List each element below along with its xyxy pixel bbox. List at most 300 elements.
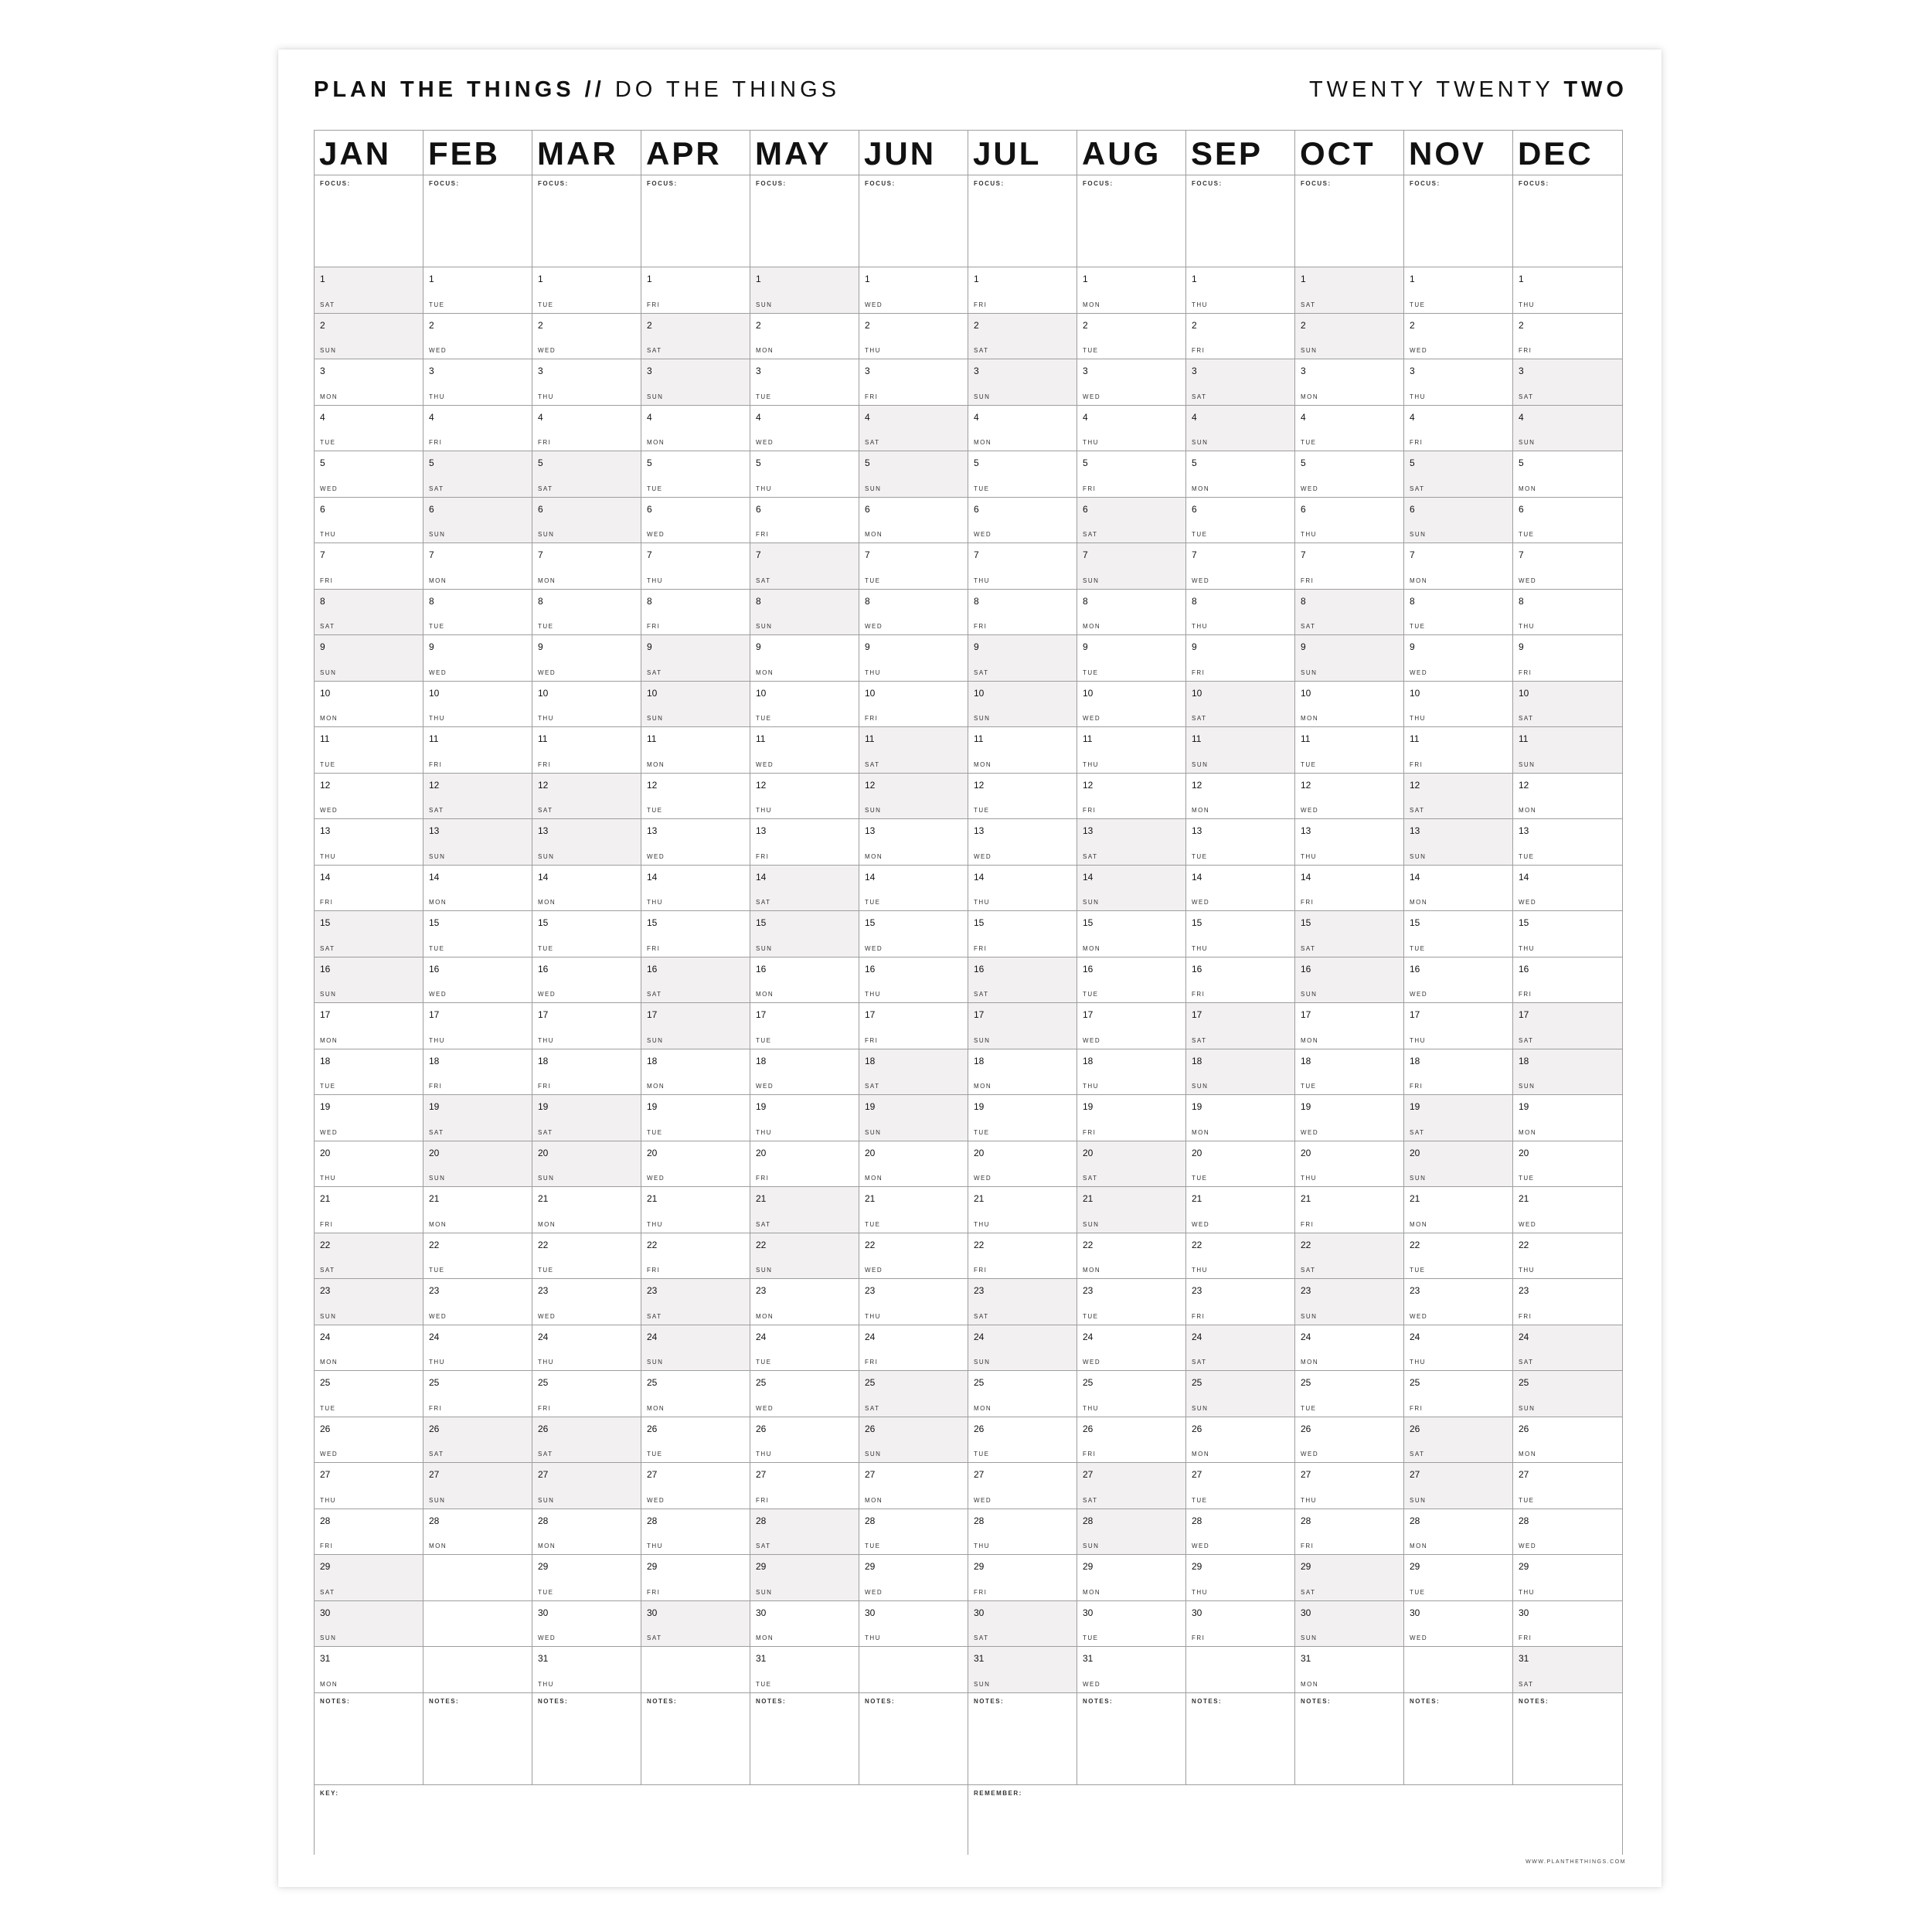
day-cell[interactable] xyxy=(859,359,968,406)
day-cell[interactable] xyxy=(968,1095,1077,1141)
day-cell[interactable] xyxy=(859,819,968,866)
day-cell[interactable] xyxy=(1186,1003,1294,1049)
day-cell[interactable] xyxy=(423,314,532,360)
day-cell[interactable] xyxy=(641,1601,750,1648)
day-cell[interactable] xyxy=(315,682,423,728)
day-cell[interactable] xyxy=(1404,957,1512,1004)
day-cell[interactable] xyxy=(641,359,750,406)
day-cell[interactable] xyxy=(750,451,859,498)
day-cell[interactable] xyxy=(315,1095,423,1141)
notes-box[interactable] xyxy=(1077,1693,1185,1784)
day-cell[interactable] xyxy=(315,1601,423,1648)
day-cell[interactable] xyxy=(641,1049,750,1096)
day-cell[interactable] xyxy=(423,1371,532,1417)
day-cell[interactable] xyxy=(315,314,423,360)
day-cell[interactable] xyxy=(1513,911,1622,957)
day-cell[interactable] xyxy=(1295,590,1403,636)
day-cell[interactable] xyxy=(532,498,641,544)
focus-box[interactable] xyxy=(1295,175,1403,267)
day-cell[interactable] xyxy=(750,957,859,1004)
day-cell[interactable] xyxy=(968,957,1077,1004)
day-cell[interactable] xyxy=(641,498,750,544)
day-cell[interactable] xyxy=(1186,1187,1294,1233)
day-cell[interactable] xyxy=(532,1463,641,1509)
day-cell[interactable] xyxy=(1295,267,1403,314)
day-cell[interactable] xyxy=(859,1003,968,1049)
day-cell[interactable] xyxy=(423,819,532,866)
day-cell[interactable] xyxy=(641,1555,750,1601)
day-cell[interactable] xyxy=(1186,267,1294,314)
day-cell[interactable] xyxy=(532,1417,641,1464)
day-cell[interactable] xyxy=(859,543,968,590)
day-cell[interactable] xyxy=(532,1187,641,1233)
day-cell[interactable] xyxy=(1295,314,1403,360)
day-cell[interactable] xyxy=(968,911,1077,957)
day-cell[interactable] xyxy=(750,774,859,820)
day-cell[interactable] xyxy=(750,1187,859,1233)
day-cell[interactable] xyxy=(1077,1095,1185,1141)
day-cell[interactable] xyxy=(1077,590,1185,636)
day-cell[interactable] xyxy=(859,1325,968,1372)
day-cell[interactable] xyxy=(968,1417,1077,1464)
day-cell[interactable] xyxy=(1513,451,1622,498)
day-cell[interactable] xyxy=(859,1601,968,1648)
focus-box[interactable] xyxy=(750,175,859,267)
day-cell[interactable] xyxy=(968,1279,1077,1325)
day-cell[interactable] xyxy=(315,451,423,498)
day-cell[interactable] xyxy=(1077,1601,1185,1648)
day-cell[interactable] xyxy=(859,727,968,774)
day-cell[interactable] xyxy=(423,1509,532,1556)
day-cell[interactable] xyxy=(315,774,423,820)
day-cell[interactable] xyxy=(1513,635,1622,682)
day-cell[interactable] xyxy=(1077,1555,1185,1601)
day-cell[interactable] xyxy=(1404,1095,1512,1141)
day-cell[interactable] xyxy=(532,727,641,774)
day-cell[interactable] xyxy=(641,957,750,1004)
day-cell[interactable] xyxy=(315,819,423,866)
day-cell[interactable] xyxy=(423,774,532,820)
day-cell[interactable] xyxy=(1186,1049,1294,1096)
day-cell[interactable] xyxy=(968,543,1077,590)
day-cell[interactable] xyxy=(1404,727,1512,774)
day-cell[interactable] xyxy=(641,1509,750,1556)
day-cell[interactable] xyxy=(1513,543,1622,590)
day-cell[interactable] xyxy=(1077,1325,1185,1372)
day-cell[interactable] xyxy=(1295,635,1403,682)
day-cell[interactable] xyxy=(968,774,1077,820)
notes-box[interactable] xyxy=(1404,1693,1512,1784)
day-cell[interactable] xyxy=(1295,1279,1403,1325)
day-cell[interactable] xyxy=(423,590,532,636)
day-cell[interactable] xyxy=(423,1417,532,1464)
day-cell[interactable] xyxy=(968,406,1077,452)
day-cell[interactable] xyxy=(1295,1601,1403,1648)
day-cell[interactable] xyxy=(1186,359,1294,406)
day-cell[interactable] xyxy=(1404,1509,1512,1556)
day-cell[interactable] xyxy=(315,1049,423,1096)
day-cell[interactable] xyxy=(1186,1509,1294,1556)
focus-box[interactable] xyxy=(1186,175,1294,267)
day-cell[interactable] xyxy=(859,635,968,682)
day-cell[interactable] xyxy=(1077,1003,1185,1049)
day-cell[interactable] xyxy=(532,267,641,314)
day-cell[interactable] xyxy=(423,911,532,957)
day-cell[interactable] xyxy=(1295,727,1403,774)
day-cell[interactable] xyxy=(1077,1647,1185,1693)
day-cell[interactable] xyxy=(1513,1555,1622,1601)
day-cell[interactable] xyxy=(968,1647,1077,1693)
notes-box[interactable] xyxy=(423,1693,532,1784)
day-cell[interactable] xyxy=(968,314,1077,360)
focus-box[interactable] xyxy=(1404,175,1512,267)
day-cell[interactable] xyxy=(423,359,532,406)
day-cell[interactable] xyxy=(532,1371,641,1417)
day-cell[interactable] xyxy=(1404,774,1512,820)
day-cell[interactable] xyxy=(750,819,859,866)
day-cell[interactable] xyxy=(1513,819,1622,866)
day-cell[interactable] xyxy=(750,359,859,406)
day-cell[interactable] xyxy=(1077,267,1185,314)
day-cell[interactable] xyxy=(1404,1279,1512,1325)
day-cell[interactable] xyxy=(968,1233,1077,1280)
day-cell[interactable] xyxy=(423,957,532,1004)
day-cell[interactable] xyxy=(315,1509,423,1556)
day-cell[interactable] xyxy=(750,1371,859,1417)
day-cell[interactable] xyxy=(750,1463,859,1509)
day-cell[interactable] xyxy=(423,635,532,682)
day-cell[interactable] xyxy=(1077,682,1185,728)
day-cell[interactable] xyxy=(750,1049,859,1096)
day-cell[interactable] xyxy=(859,1417,968,1464)
day-cell[interactable] xyxy=(1404,1371,1512,1417)
day-cell[interactable] xyxy=(750,1555,859,1601)
day-cell[interactable] xyxy=(1513,727,1622,774)
day-cell[interactable] xyxy=(968,1463,1077,1509)
day-cell[interactable] xyxy=(641,774,750,820)
day-cell[interactable] xyxy=(641,1233,750,1280)
day-cell[interactable] xyxy=(750,267,859,314)
day-cell[interactable] xyxy=(1404,682,1512,728)
day-cell[interactable] xyxy=(532,1141,641,1188)
day-cell[interactable] xyxy=(423,1049,532,1096)
day-cell[interactable] xyxy=(750,314,859,360)
day-cell[interactable] xyxy=(1404,451,1512,498)
day-cell[interactable] xyxy=(315,1555,423,1601)
day-cell[interactable] xyxy=(1295,1647,1403,1693)
day-cell[interactable] xyxy=(641,682,750,728)
day-cell[interactable] xyxy=(1295,1187,1403,1233)
day-cell[interactable] xyxy=(750,1509,859,1556)
day-cell[interactable] xyxy=(641,1003,750,1049)
day-cell[interactable] xyxy=(1077,359,1185,406)
day-cell[interactable] xyxy=(1186,911,1294,957)
day-cell[interactable] xyxy=(1295,1463,1403,1509)
day-cell[interactable] xyxy=(1295,543,1403,590)
day-cell[interactable] xyxy=(315,635,423,682)
day-cell[interactable] xyxy=(1513,1049,1622,1096)
day-cell[interactable] xyxy=(315,1003,423,1049)
day-cell[interactable] xyxy=(315,1325,423,1372)
day-cell[interactable] xyxy=(532,957,641,1004)
day-cell[interactable] xyxy=(1404,359,1512,406)
day-cell[interactable] xyxy=(641,1325,750,1372)
day-cell[interactable] xyxy=(750,1095,859,1141)
day-cell[interactable] xyxy=(1404,1049,1512,1096)
day-cell[interactable] xyxy=(532,682,641,728)
day-cell[interactable] xyxy=(423,1233,532,1280)
day-cell[interactable] xyxy=(1295,451,1403,498)
day-cell[interactable] xyxy=(315,1233,423,1280)
day-cell[interactable] xyxy=(1513,957,1622,1004)
day-cell[interactable] xyxy=(315,911,423,957)
day-cell[interactable] xyxy=(1077,635,1185,682)
day-cell[interactable] xyxy=(423,1325,532,1372)
day-cell[interactable] xyxy=(532,635,641,682)
day-cell[interactable] xyxy=(1295,1417,1403,1464)
day-cell[interactable] xyxy=(1513,1003,1622,1049)
focus-box[interactable] xyxy=(641,175,750,267)
day-cell[interactable] xyxy=(1513,359,1622,406)
day-cell[interactable] xyxy=(1186,1463,1294,1509)
day-cell[interactable] xyxy=(1295,1233,1403,1280)
day-cell[interactable] xyxy=(423,498,532,544)
day-cell[interactable] xyxy=(315,498,423,544)
day-cell[interactable] xyxy=(315,1417,423,1464)
day-cell[interactable] xyxy=(1186,1095,1294,1141)
focus-box[interactable] xyxy=(968,175,1077,267)
day-cell[interactable] xyxy=(859,314,968,360)
day-cell[interactable] xyxy=(423,866,532,912)
day-cell[interactable] xyxy=(315,406,423,452)
day-cell[interactable] xyxy=(1513,1325,1622,1372)
day-cell[interactable] xyxy=(968,866,1077,912)
day-cell[interactable] xyxy=(968,590,1077,636)
day-cell[interactable] xyxy=(641,406,750,452)
day-cell[interactable] xyxy=(1295,774,1403,820)
day-cell[interactable] xyxy=(859,1647,968,1693)
day-cell[interactable] xyxy=(1077,498,1185,544)
day-cell[interactable] xyxy=(968,727,1077,774)
day-cell[interactable] xyxy=(1513,314,1622,360)
day-cell[interactable] xyxy=(1404,1463,1512,1509)
day-cell[interactable] xyxy=(1295,1141,1403,1188)
day-cell[interactable] xyxy=(859,267,968,314)
day-cell[interactable] xyxy=(750,1003,859,1049)
day-cell[interactable] xyxy=(532,451,641,498)
day-cell[interactable] xyxy=(1186,1279,1294,1325)
day-cell[interactable] xyxy=(1404,635,1512,682)
day-cell[interactable] xyxy=(1513,590,1622,636)
focus-box[interactable] xyxy=(423,175,532,267)
day-cell[interactable] xyxy=(859,1049,968,1096)
day-cell[interactable] xyxy=(1295,866,1403,912)
day-cell[interactable] xyxy=(1513,1371,1622,1417)
day-cell[interactable] xyxy=(859,1463,968,1509)
day-cell[interactable] xyxy=(859,1509,968,1556)
notes-box[interactable] xyxy=(750,1693,859,1784)
day-cell[interactable] xyxy=(1404,1187,1512,1233)
day-cell[interactable] xyxy=(532,314,641,360)
day-cell[interactable] xyxy=(1077,1187,1185,1233)
focus-box[interactable] xyxy=(532,175,641,267)
day-cell[interactable] xyxy=(315,1463,423,1509)
day-cell[interactable] xyxy=(1077,957,1185,1004)
day-cell[interactable] xyxy=(1186,406,1294,452)
day-cell[interactable] xyxy=(1186,451,1294,498)
day-cell[interactable] xyxy=(1404,1555,1512,1601)
day-cell[interactable] xyxy=(641,267,750,314)
day-cell[interactable] xyxy=(1295,1095,1403,1141)
day-cell[interactable] xyxy=(423,1555,532,1601)
day-cell[interactable] xyxy=(641,1371,750,1417)
day-cell[interactable] xyxy=(1077,727,1185,774)
day-cell[interactable] xyxy=(1513,774,1622,820)
day-cell[interactable] xyxy=(1186,1371,1294,1417)
day-cell[interactable] xyxy=(1404,590,1512,636)
day-cell[interactable] xyxy=(1295,1555,1403,1601)
notes-box[interactable] xyxy=(641,1693,750,1784)
day-cell[interactable] xyxy=(532,1325,641,1372)
day-cell[interactable] xyxy=(423,1647,532,1693)
day-cell[interactable] xyxy=(1186,543,1294,590)
day-cell[interactable] xyxy=(1186,1325,1294,1372)
day-cell[interactable] xyxy=(1404,1325,1512,1372)
day-cell[interactable] xyxy=(1186,1233,1294,1280)
day-cell[interactable] xyxy=(641,727,750,774)
day-cell[interactable] xyxy=(315,543,423,590)
day-cell[interactable] xyxy=(859,911,968,957)
day-cell[interactable] xyxy=(1186,590,1294,636)
day-cell[interactable] xyxy=(532,1003,641,1049)
day-cell[interactable] xyxy=(1077,1233,1185,1280)
day-cell[interactable] xyxy=(750,590,859,636)
day-cell[interactable] xyxy=(1513,1141,1622,1188)
day-cell[interactable] xyxy=(968,682,1077,728)
day-cell[interactable] xyxy=(1295,1371,1403,1417)
day-cell[interactable] xyxy=(1186,1555,1294,1601)
day-cell[interactable] xyxy=(1295,682,1403,728)
day-cell[interactable] xyxy=(641,911,750,957)
day-cell[interactable] xyxy=(750,543,859,590)
day-cell[interactable] xyxy=(315,866,423,912)
day-cell[interactable] xyxy=(1077,911,1185,957)
focus-box[interactable] xyxy=(1513,175,1622,267)
day-cell[interactable] xyxy=(315,1371,423,1417)
day-cell[interactable] xyxy=(1513,866,1622,912)
day-cell[interactable] xyxy=(859,1233,968,1280)
day-cell[interactable] xyxy=(750,682,859,728)
day-cell[interactable] xyxy=(532,543,641,590)
day-cell[interactable] xyxy=(859,866,968,912)
day-cell[interactable] xyxy=(532,819,641,866)
notes-box[interactable] xyxy=(968,1693,1077,1784)
day-cell[interactable] xyxy=(315,957,423,1004)
day-cell[interactable] xyxy=(1077,314,1185,360)
day-cell[interactable] xyxy=(1513,1647,1622,1693)
day-cell[interactable] xyxy=(968,1509,1077,1556)
day-cell[interactable] xyxy=(1077,1141,1185,1188)
day-cell[interactable] xyxy=(315,1187,423,1233)
day-cell[interactable] xyxy=(859,451,968,498)
day-cell[interactable] xyxy=(968,1003,1077,1049)
day-cell[interactable] xyxy=(1077,1049,1185,1096)
day-cell[interactable] xyxy=(1404,1601,1512,1648)
day-cell[interactable] xyxy=(1077,543,1185,590)
day-cell[interactable] xyxy=(1077,406,1185,452)
key-box[interactable] xyxy=(315,1785,968,1855)
day-cell[interactable] xyxy=(1077,1371,1185,1417)
day-cell[interactable] xyxy=(1404,1233,1512,1280)
day-cell[interactable] xyxy=(968,1141,1077,1188)
day-cell[interactable] xyxy=(1513,267,1622,314)
day-cell[interactable] xyxy=(532,1509,641,1556)
day-cell[interactable] xyxy=(1077,1417,1185,1464)
day-cell[interactable] xyxy=(423,1601,532,1648)
day-cell[interactable] xyxy=(532,911,641,957)
day-cell[interactable] xyxy=(641,1095,750,1141)
notes-box[interactable] xyxy=(315,1693,423,1784)
day-cell[interactable] xyxy=(1077,819,1185,866)
day-cell[interactable] xyxy=(1404,1003,1512,1049)
day-cell[interactable] xyxy=(532,1279,641,1325)
day-cell[interactable] xyxy=(641,866,750,912)
day-cell[interactable] xyxy=(641,1279,750,1325)
day-cell[interactable] xyxy=(1077,1509,1185,1556)
notes-box[interactable] xyxy=(532,1693,641,1784)
day-cell[interactable] xyxy=(750,498,859,544)
day-cell[interactable] xyxy=(1186,682,1294,728)
day-cell[interactable] xyxy=(315,727,423,774)
day-cell[interactable] xyxy=(532,1095,641,1141)
day-cell[interactable] xyxy=(532,866,641,912)
day-cell[interactable] xyxy=(423,1003,532,1049)
day-cell[interactable] xyxy=(532,1647,641,1693)
day-cell[interactable] xyxy=(859,406,968,452)
day-cell[interactable] xyxy=(315,359,423,406)
day-cell[interactable] xyxy=(1513,406,1622,452)
day-cell[interactable] xyxy=(859,1371,968,1417)
day-cell[interactable] xyxy=(423,1279,532,1325)
day-cell[interactable] xyxy=(1404,1141,1512,1188)
day-cell[interactable] xyxy=(1077,1279,1185,1325)
day-cell[interactable] xyxy=(1295,911,1403,957)
day-cell[interactable] xyxy=(423,727,532,774)
day-cell[interactable] xyxy=(968,1555,1077,1601)
day-cell[interactable] xyxy=(315,1141,423,1188)
day-cell[interactable] xyxy=(750,911,859,957)
day-cell[interactable] xyxy=(859,1141,968,1188)
day-cell[interactable] xyxy=(1077,774,1185,820)
day-cell[interactable] xyxy=(1404,543,1512,590)
day-cell[interactable] xyxy=(1404,1647,1512,1693)
day-cell[interactable] xyxy=(750,1325,859,1372)
day-cell[interactable] xyxy=(1186,314,1294,360)
day-cell[interactable] xyxy=(968,1049,1077,1096)
day-cell[interactable] xyxy=(859,774,968,820)
day-cell[interactable] xyxy=(1295,819,1403,866)
day-cell[interactable] xyxy=(423,267,532,314)
day-cell[interactable] xyxy=(315,590,423,636)
day-cell[interactable] xyxy=(859,1279,968,1325)
focus-box[interactable] xyxy=(1077,175,1185,267)
day-cell[interactable] xyxy=(1404,406,1512,452)
day-cell[interactable] xyxy=(1186,1647,1294,1693)
day-cell[interactable] xyxy=(1295,359,1403,406)
day-cell[interactable] xyxy=(968,635,1077,682)
day-cell[interactable] xyxy=(859,498,968,544)
day-cell[interactable] xyxy=(1295,1325,1403,1372)
